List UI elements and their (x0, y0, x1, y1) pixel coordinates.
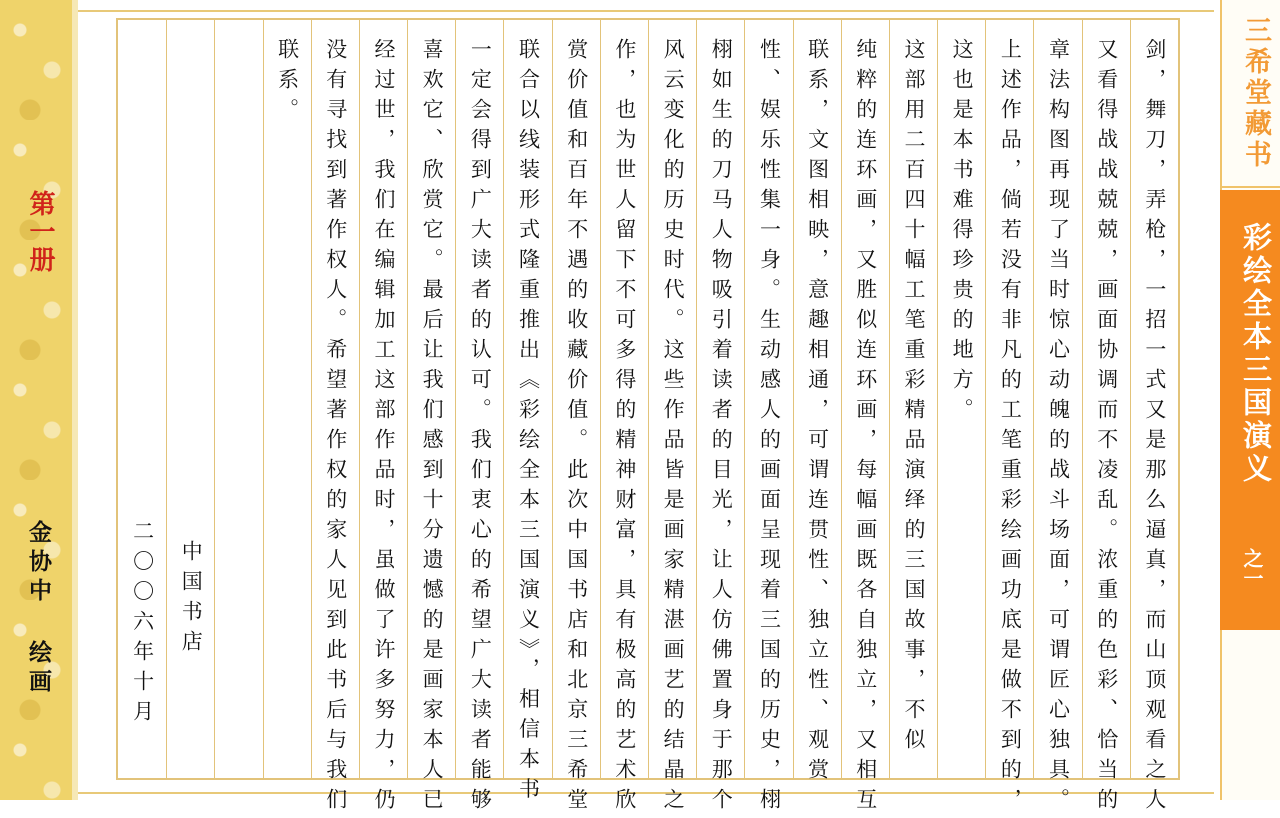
text-column (1033, 20, 1081, 818)
column-text: 联合以线装形式隆重推出《彩绘全本三国演义》，相信本书 (516, 38, 541, 808)
column-text: 纯粹的连环画，又胜似连环画，每幅画既各自独立，又相互 (853, 38, 878, 818)
text-column (263, 20, 311, 778)
text-column (937, 20, 985, 778)
text-column (407, 20, 455, 818)
column-text: 赏价值和百年不遇的收藏价值。此次中国书店和北京三希堂 (564, 38, 589, 818)
text-column (600, 20, 648, 818)
column-text: 性、娱乐性集一身。生动感人的画面呈现着三国的历史，栩 (757, 38, 782, 818)
text-column (648, 20, 696, 818)
text-column (793, 20, 841, 788)
column-text: 风云变化的历史时代。这些作品皆是画家精湛画艺的结晶之 (661, 38, 686, 818)
column-text: 作，也为世人留下不可多得的精神财富，具有极高的艺术欣 (612, 38, 637, 818)
text-column (696, 20, 744, 818)
column-text: 中国书店 (179, 540, 204, 660)
column-text: 一定会得到广大读者的认可。我们衷心的希望广大读者能够 (468, 38, 493, 818)
column-text: 二〇〇六年十月 (130, 520, 155, 730)
column-text: 喜欢它、欣赏它。最后让我们感到十分遗憾的是画家本人已 (420, 38, 445, 818)
text-column (311, 20, 359, 818)
column-text: 联系，文图相映，意趣相通，可谓连贯性、独立性、观赏 (805, 38, 830, 788)
column-text: 这部用二百四十幅工笔重彩精品演绎的三国故事，不似 (901, 38, 926, 758)
text-column (841, 20, 889, 818)
right-divider (1220, 186, 1280, 188)
column-text: 经过世，我们在编辑加工这部作品时，虽做了许多努力，仍 (371, 38, 396, 818)
text-column (503, 20, 551, 808)
volume-label: 第一册 (25, 190, 55, 274)
column-text: 章法构图再现了当时惊心动魄的战斗场面，可谓匠心独具。 (1046, 38, 1071, 818)
text-column (889, 20, 937, 778)
manuscript-grid (116, 18, 1180, 818)
text-column (552, 20, 600, 818)
artist-label: 金协中 绘画 (25, 520, 52, 698)
column-text: 剑，舞刀，弄枪，一招一式又是那么逼真，而山顶观看之人 (1142, 38, 1167, 818)
frame-top-rule (78, 10, 1214, 12)
column-text: 没有寻找到著作权人。希望著作权的家人见到此书后与我们 (323, 38, 348, 818)
text-column (118, 20, 166, 778)
column-text: 联系。 (275, 38, 300, 128)
series-title: 三希堂藏书 (1240, 16, 1271, 171)
text-column (985, 20, 1033, 818)
column-text: 这也是本书难得珍贵的地方。 (950, 38, 975, 428)
column-text: 栩如生的刀马人物吸引着读者的目光，让人仿佛置身于那个 (709, 38, 734, 818)
text-column (359, 20, 407, 818)
column-text: 又看得战战兢兢，画面协调而不凌乱。浓重的色彩、恰当的 (1094, 38, 1119, 818)
text-column (1082, 20, 1130, 818)
book-title: 彩绘全本三国演义 (1239, 222, 1273, 486)
text-column (1130, 20, 1178, 818)
text-column (455, 20, 503, 818)
column-text: 上述作品，倘若没有非凡的工笔重彩绘画功底是做不到的， (998, 38, 1023, 818)
frame-bottom-rule (78, 792, 1214, 794)
text-column (744, 20, 792, 818)
text-column (166, 20, 214, 778)
book-title-suffix: 之一 (1240, 548, 1264, 588)
text-column (214, 20, 262, 778)
